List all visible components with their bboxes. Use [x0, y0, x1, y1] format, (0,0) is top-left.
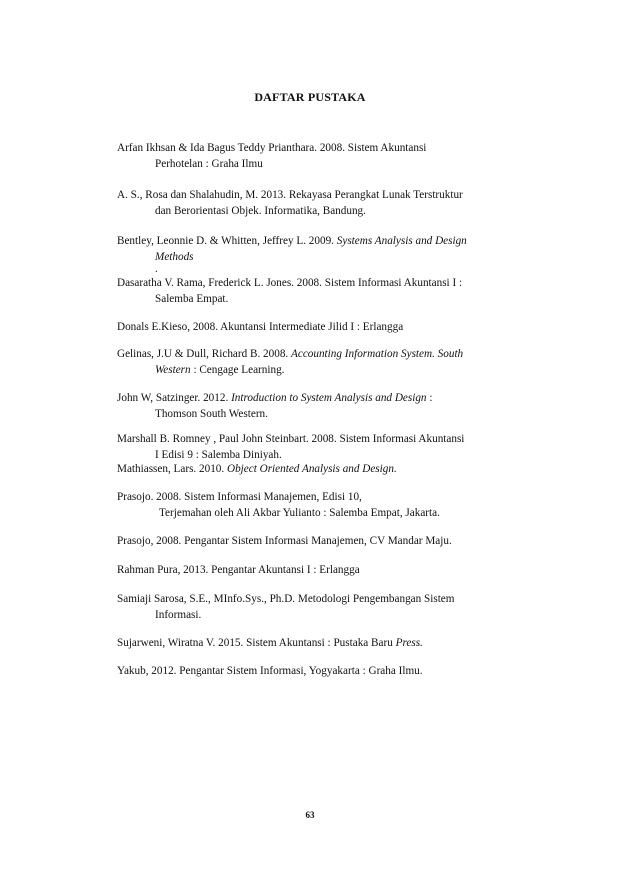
reference-entry: Donals E.Kieso, 2008. Akuntansi Intermediate Jilid I : Erlangga — [117, 321, 404, 333]
reference-entry: Rahman Pura, 2013. Pengantar Akuntansi I : Erlangga — [117, 564, 360, 576]
reference-entry: Gelinas, J.U & Dull, Richard B. 2008. Accounting Information System. South Western : Cengage Learning. — [117, 348, 464, 376]
reference-entry: John W, Satzinger. 2012. Introduction to System Analysis and Design : Thomson South Western. — [117, 392, 433, 420]
reference-entry: Arfan Ikhsan & Ida Bagus Teddy Prianthara. 2008. Sistem Akuntansi Perhotelan : Graha Ilmu — [117, 142, 427, 170]
reference-entry: Bentley, Leonnie D. & Whitten, Jeffrey L. 2009. Systems Analysis and Design Methods . — [117, 235, 467, 275]
reference-entry: Prasojo, 2008. Pengantar Sistem Informasi Manajemen, CV Mandar Maju. — [117, 535, 452, 547]
reference-entry: Sujarweni, Wiratna V. 2015. Sistem Akuntansi : Pustaka Baru Press. — [117, 637, 423, 649]
reference-entry: Prasojo. 2008. Sistem Informasi Manajemen, Edisi 10, Terjemahan oleh Ali Akbar Yulianto : Salemba Empat, Jakarta. — [117, 491, 440, 519]
reference-entry: A. S., Rosa dan Shalahudin, M. 2013. Rekayasa Perangkat Lunak Terstruktur dan Berorientasi Objek. Informatika, Bandung. — [117, 189, 463, 217]
reference-entry: Yakub, 2012. Pengantar Sistem Informasi, Yogyakarta : Graha Ilmu. — [117, 665, 423, 677]
reference-entry: Mathiassen, Lars. 2010. Object Oriented Analysis and Design. — [117, 463, 397, 475]
page-number: 63 — [305, 810, 315, 820]
reference-entry: Marshall B. Romney , Paul John Steinbart. 2008. Sistem Informasi Akuntansi I Edisi 9 : Salemba Diniyah. — [117, 433, 465, 461]
reference-entry: Dasaratha V. Rama, Frederick L. Jones. 2008. Sistem Informasi Akuntansi I : Salemba Empat. — [117, 277, 463, 305]
page-title: DAFTAR PUSTAKA — [254, 90, 366, 104]
reference-entry: Samiaji Sarosa, S.E., MInfo.Sys., Ph.D. Metodologi Pengembangan Sistem Informasi. — [117, 593, 455, 621]
